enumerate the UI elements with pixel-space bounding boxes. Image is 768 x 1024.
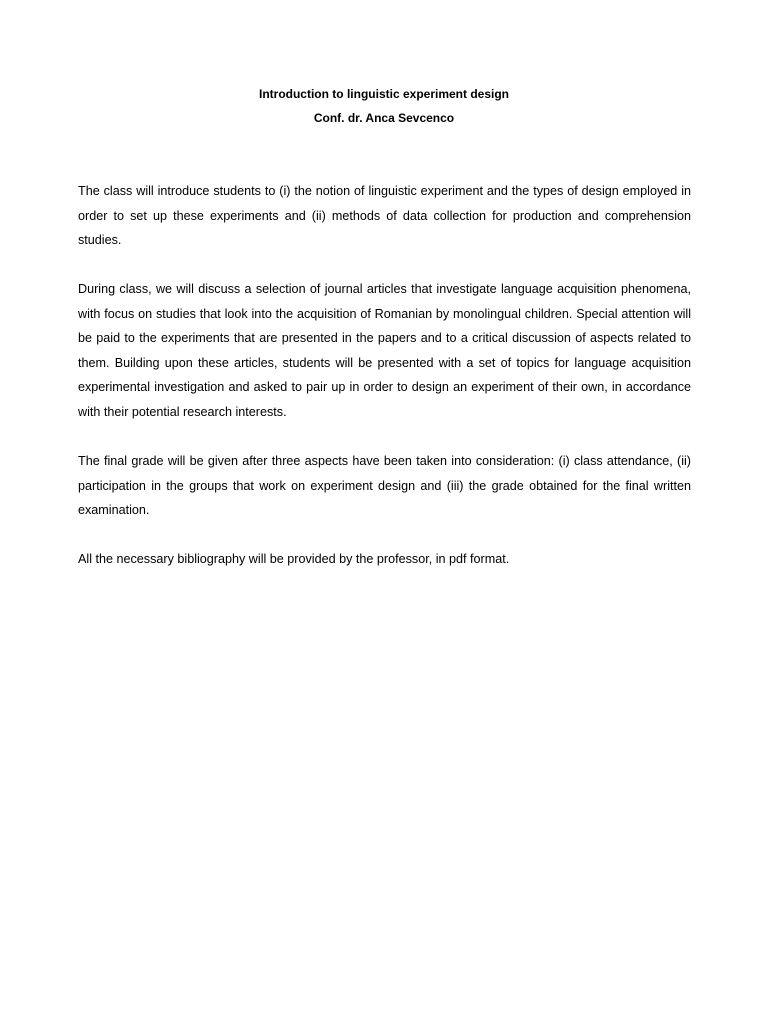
- paragraph-course-intro: The class will introduce students to (i) the notion of linguistic experiment and the types of design employed in order to set up these experiments and (ii) methods of data collection for production and comprehension studies.: [78, 184, 691, 247]
- document-title: Introduction to linguistic experiment design: [258, 87, 509, 101]
- document-author: Conf. dr. Anca Sevcenco: [313, 111, 455, 125]
- paragraph-class-discussion: During class, we will discuss a selection of journal articles that investigate language acquisition phenomena, with focus on studies that look into the acquisition of Romanian by monolingual children. Special attention will be paid to the experiments that are presented in the papers and to a critical discussion of aspects related to them. Building upon these articles, students will be presented with a set of topics for language acquisition experimental investigation and asked to pair up in order to design an experiment of their own, in accordance with their potential research interests.: [78, 282, 691, 419]
- paragraph-bibliography: All the necessary bibliography will be provided by the professor, in pdf format.: [78, 552, 510, 566]
- paragraph-final-grade: The final grade will be given after three aspects have been taken into consideration: (i) class attendance, (ii) participation in the groups that work on experiment design and (iii) the grade obtained for the final written examination.: [78, 454, 691, 517]
